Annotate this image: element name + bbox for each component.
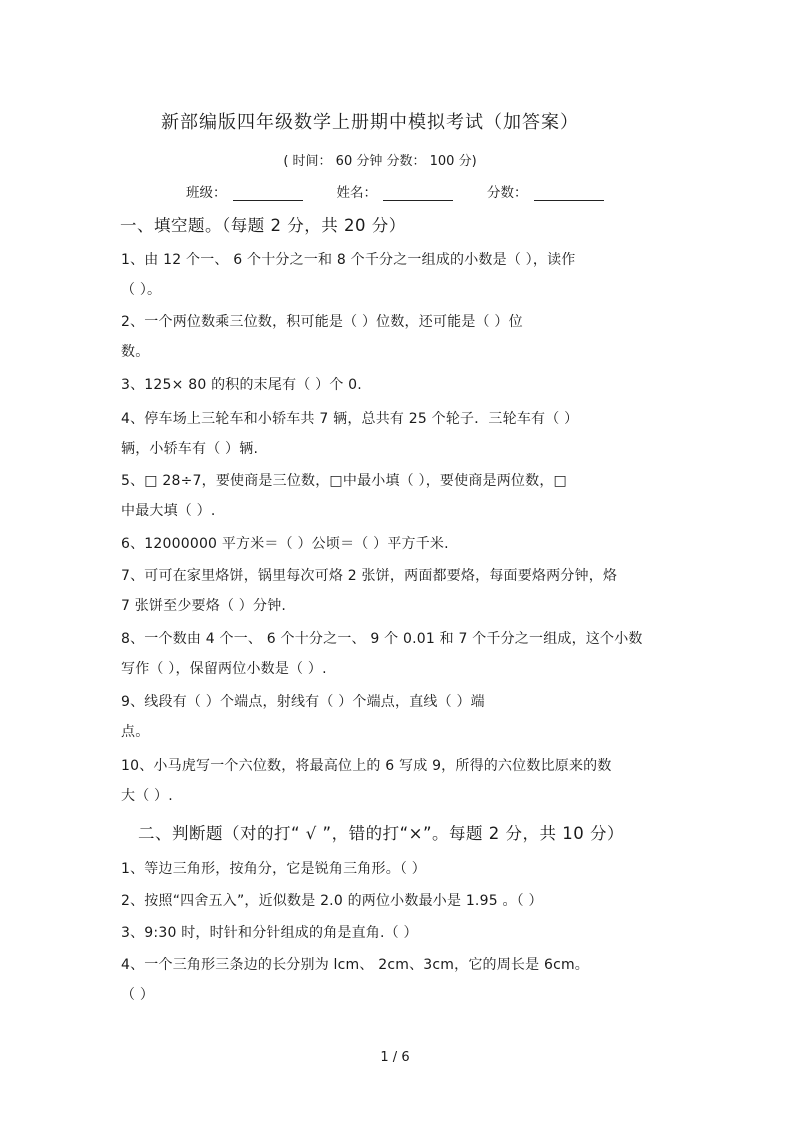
question-line: 10、小马虎写一个六位数，将最高位上的 6 写成 9，所得的六位数比原来的数 [121,758,612,774]
question-line: 5、□ 28÷7，要使商是三位数，□中最小填（ ），要使商是两位数，□ [121,473,567,489]
question-1-5 [121,466,661,526]
question-1-2 [121,307,661,367]
question-1-9 [121,687,661,747]
question-line: 数。 [121,344,150,360]
section2-heading: 二、判断题（对的打“ √ ”，错的打“×”。每题 2 分，共 10 分） [138,824,624,843]
score-blank [534,186,604,201]
question-line: 1、由 12 个一、 6 个十分之一和 8 个千分之一组成的小数是（ ），读作 [121,252,576,268]
exam-subtitle: ( 时间： 60 分钟 分数： 100 分) [283,154,477,169]
question-line: 写作（ ），保留两位小数是（ ）. [121,661,327,677]
question-line: 2、一个两位数乘三位数，积可能是（ ）位数，还可能是（ ）位 [121,314,523,330]
question-line: 3、125× 80 的积的末尾有（ ）个 0. [121,377,362,393]
question-line: 6、12000000 平方米＝（ ）公顷＝（ ）平方千米. [121,536,449,552]
question-line: 1、等边三角形，按角分，它是锐角三角形。（ ） [121,861,426,877]
class-blank [233,186,303,201]
question-line: 辆，小轿车有（ ）辆. [121,441,259,457]
question-line: 7、可可在家里烙饼，锅里每次可烙 2 张饼，两面都要烙，每面要烙两分钟，烙 [121,568,618,584]
question-line: （ ）。 [121,282,162,298]
question-line: 中最大填（ ）. [121,503,216,519]
question-2-2 [121,886,661,916]
question-line: 3、9:30 时，时针和分针组成的角是直角.（ ） [121,925,418,941]
question-line: 大（ ）. [121,788,173,804]
exam-title: 新部编版四年级数学上册期中模拟考试（加答案） [161,112,579,133]
student-info-row [186,181,646,201]
question-1-10 [121,751,661,811]
question-line: 8、一个数由 4 个一、 6 个十分之一、 9 个 0.01 和 7 个千分之一组成，这个小数 [121,631,643,647]
question-1-3 [121,370,661,400]
score-label: 分数： [487,185,528,201]
question-line: 7 张饼至少要烙（ ）分钟. [121,598,287,614]
question-line: 9、线段有（ ）个端点，射线有（ ）个端点，直线（ ）端 [121,694,485,710]
name-field [337,181,454,201]
question-1-8 [121,624,661,684]
question-1-1 [121,245,661,305]
class-label: 班级： [186,185,227,201]
question-2-4 [121,950,661,1010]
name-label: 姓名： [336,185,377,201]
section1-heading: 一、填空题。（每题 2 分，共 20 分） [120,216,406,235]
question-1-7 [121,561,661,621]
name-blank [383,186,453,201]
question-line: 点。 [121,724,150,740]
question-2-3 [121,918,661,948]
class-field [186,181,303,201]
question-1-6 [121,529,661,559]
question-2-1 [121,854,661,884]
question-line: （ ） [121,987,155,1003]
question-line: 4、一个三角形三条边的长分别为 lcm、 2cm、3cm，它的周长是 6cm。 [121,957,590,973]
page-number: 1 / 6 [380,1050,410,1065]
question-line: 4、停车场上三轮车和小轿车共 7 辆，总共有 25 个轮子．三轮车有（ ） [121,411,579,427]
question-1-4 [121,404,661,464]
question-line: 2、按照“四舍五入”，近似数是 2.0 的两位小数最小是 1.95 。（ ） [121,893,543,909]
score-field [487,181,604,201]
